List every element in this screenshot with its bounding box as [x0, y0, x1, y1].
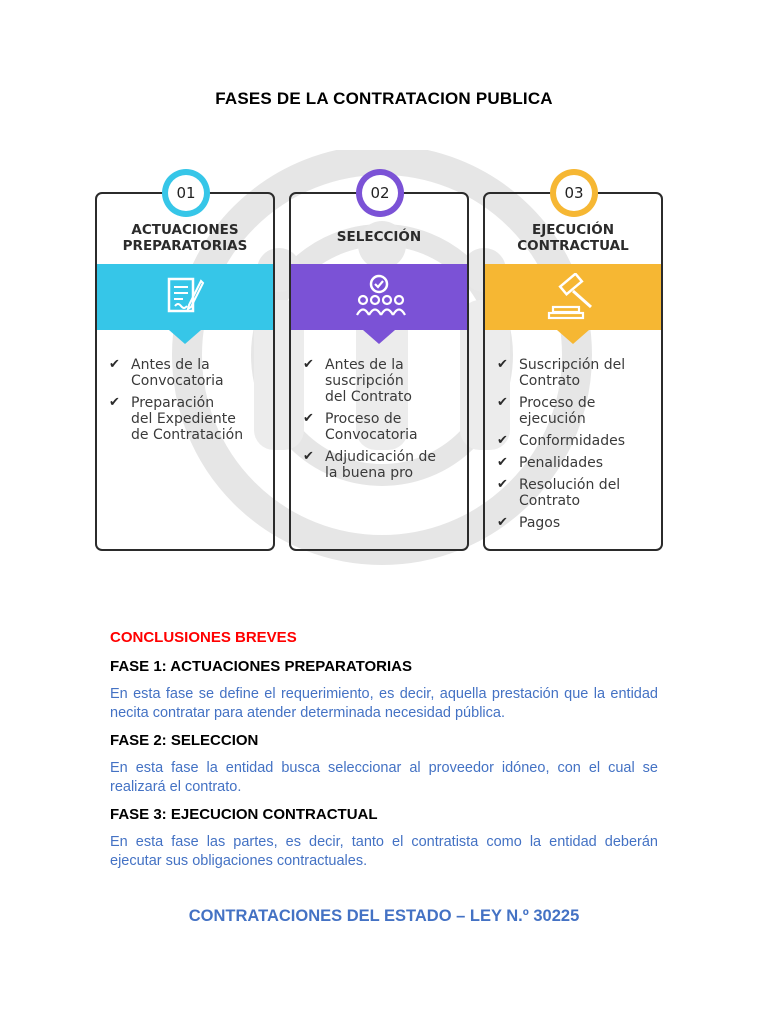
phase-card-2: [289, 184, 469, 551]
fase-2-text: En esta fase la entidad busca seleccionar al proveedor idóneo, con el cual se realizará el contrato.: [110, 760, 658, 795]
list-item: ✔ Pagos: [497, 515, 561, 531]
page-title: FASES DE LA CONTRATACION PUBLICA: [215, 89, 553, 108]
list-item: ✔ Proceso de ejecución: [497, 395, 596, 427]
phase-items: [303, 357, 461, 487]
phase-number-badge: 01: [162, 169, 210, 217]
check-icon: ✔: [109, 357, 120, 372]
list-item: ✔ Adjudicación de la buena pro: [303, 449, 437, 481]
check-icon: ✔: [497, 395, 508, 410]
phase-card-3: [483, 184, 663, 551]
phase-items: [109, 357, 267, 449]
list-item: ✔ Antes de la suscripción del Contrato: [303, 357, 412, 405]
fase-1-heading: FASE 1: ACTUACIONES PREPARATORIAS: [110, 658, 412, 675]
fase-3-text: En esta fase las partes, es decir, tanto el contratista como la entidad deberán ejecutar sus obligaciones contractuales.: [110, 834, 658, 869]
group-check-icon: [349, 273, 409, 321]
list-item: ✔ Conformidades: [497, 433, 626, 449]
phase-band: [485, 264, 661, 330]
list-item: ✔ Preparación del Expediente de Contratación: [109, 395, 244, 443]
check-icon: ✔: [497, 433, 508, 448]
phase-title: SELECCIÓN: [336, 229, 422, 245]
fase-1-text: En esta fase se define el requerimiento, es decir, aquella prestación que la entidad necita contratar para atender determinada necesidad pública.: [110, 686, 658, 721]
check-icon: ✔: [303, 411, 314, 426]
phase-band: [97, 264, 273, 330]
check-icon: ✔: [109, 395, 120, 410]
document-pen-icon: [163, 275, 207, 319]
check-icon: ✔: [303, 449, 314, 464]
fase-2-heading: FASE 2: SELECCION: [110, 732, 259, 749]
check-icon: ✔: [303, 357, 314, 372]
list-item: ✔ Proceso de Convocatoria: [303, 411, 418, 443]
check-icon: ✔: [497, 477, 508, 492]
phases-infographic: [84, 150, 684, 570]
gavel-icon: [547, 273, 599, 321]
check-icon: ✔: [497, 455, 508, 470]
check-icon: ✔: [497, 357, 508, 372]
fase-3-heading: FASE 3: EJECUCION CONTRACTUAL: [110, 806, 378, 823]
phase-band: [291, 264, 467, 330]
phase-card-1: [95, 184, 275, 551]
list-item: ✔ Suscripción del Contrato: [497, 357, 626, 389]
phase-number-badge: 02: [356, 169, 404, 217]
list-item: ✔ Antes de la Convocatoria: [109, 357, 224, 389]
list-item: ✔ Penalidades: [497, 455, 604, 471]
check-icon: ✔: [497, 515, 508, 530]
phase-title: EJECUCIÓN CONTRACTUAL: [517, 222, 629, 254]
list-item: ✔ Resolución del Contrato: [497, 477, 621, 509]
phase-items: [497, 357, 655, 537]
conclusions-heading: CONCLUSIONES BREVES: [110, 629, 297, 646]
phase-number-badge: 03: [550, 169, 598, 217]
footer-law-title: CONTRATACIONES DEL ESTADO – LEY N.º 30225: [188, 907, 580, 925]
phase-title: ACTUACIONES PREPARATORIAS: [122, 222, 248, 254]
